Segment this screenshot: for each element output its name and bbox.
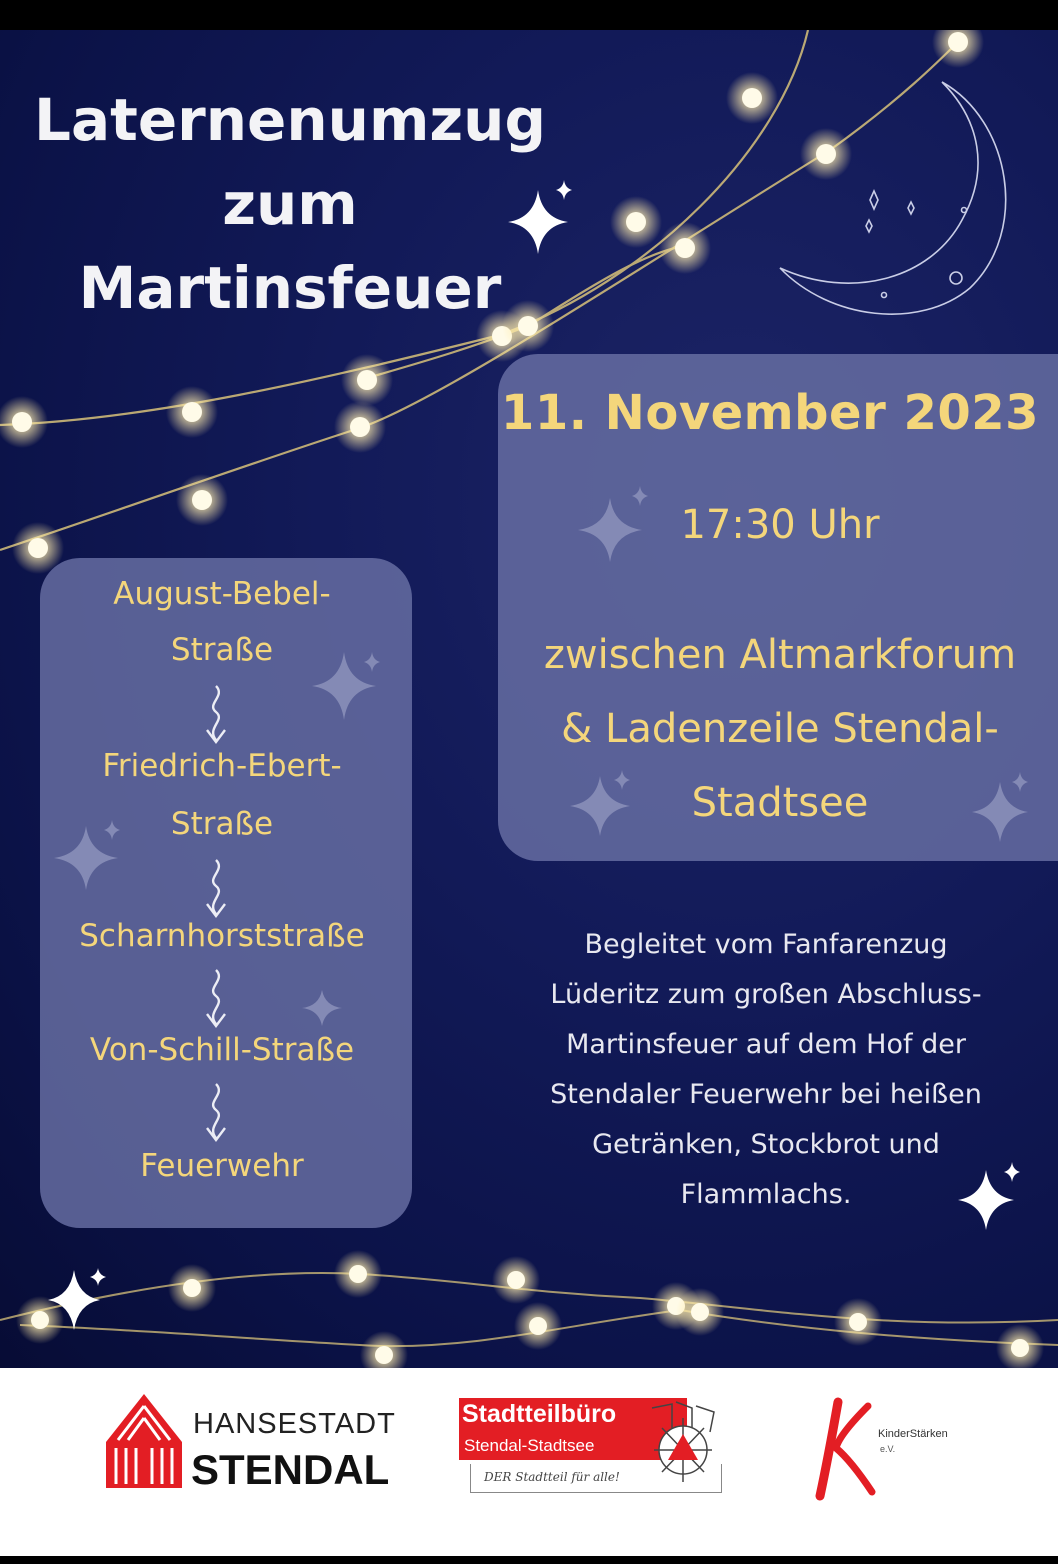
- description-line: Martinsfeuer auf dem Hof der: [566, 1029, 966, 1060]
- sponsor-logo-bar: [0, 1368, 1058, 1556]
- route-street-4: Von-Schill-Straße: [89, 1032, 355, 1068]
- description-line: Flammlachs.: [680, 1179, 852, 1210]
- description-line: Lüderitz zum großen Abschluss-: [550, 979, 982, 1010]
- route-street-1-line-1: August-Bebel-: [113, 576, 331, 612]
- hansestadt-logo-line-1: HANSESTADT: [193, 1408, 396, 1440]
- stadtteilbuero-logo-name: Stadtteilbüro: [462, 1400, 617, 1428]
- route-arrow-icon: [196, 856, 236, 922]
- moon-icon: [780, 82, 1006, 314]
- description-line: Getränken, Stockbrot und: [592, 1129, 940, 1160]
- stendal-crest-icon: [104, 1392, 184, 1492]
- poster-title-line-3: Martinsfeuer: [78, 254, 502, 322]
- kinderstaerken-k-icon: [808, 1396, 880, 1506]
- route-street-2-line-1: Friedrich-Ebert-: [102, 748, 342, 784]
- route-arrow-icon: [196, 966, 236, 1032]
- stadtteilbuero-tagline: DER Stadtteil für alle!: [484, 1470, 620, 1484]
- route-street-1-line-2: Straße: [170, 632, 274, 668]
- stadtteil-emblem-icon: [646, 1398, 720, 1490]
- kinderstaerken-logo-suffix: e.V.: [880, 1444, 896, 1454]
- light-bulbs-bottom: [16, 1250, 1044, 1368]
- stadtteilbuero-logo-area: Stendal-Stadtsee: [464, 1436, 595, 1455]
- event-poster: [0, 30, 1058, 1368]
- poster-title-line-2: zum: [222, 170, 358, 238]
- route-arrow-icon: [196, 1080, 236, 1146]
- event-time: 17:30 Uhr: [680, 502, 880, 548]
- poster-title-line-1: Laternenumzug: [34, 86, 546, 154]
- route-street-3: Scharnhorststraße: [79, 918, 365, 954]
- event-description: [496, 920, 1036, 1220]
- description-line: Stendaler Feuerwehr bei heißen: [550, 1079, 982, 1110]
- hansestadt-logo-line-2: STENDAL: [191, 1446, 390, 1493]
- event-location-line-2: & Ladenzeile Stendal-: [561, 706, 999, 752]
- kinderstaerken-logo-name: KinderStärken: [878, 1428, 948, 1440]
- route-destination: Feuerwehr: [140, 1148, 304, 1184]
- event-location-line-3: Stadtsee: [691, 780, 869, 826]
- description-line: Begleitet vom Fanfarenzug: [584, 929, 948, 960]
- route-arrow-icon: [196, 682, 236, 748]
- event-location-line-1: zwischen Altmarkforum: [543, 632, 1017, 678]
- event-date: 11. November 2023: [500, 385, 1040, 441]
- route-street-2-line-2: Straße: [170, 806, 274, 842]
